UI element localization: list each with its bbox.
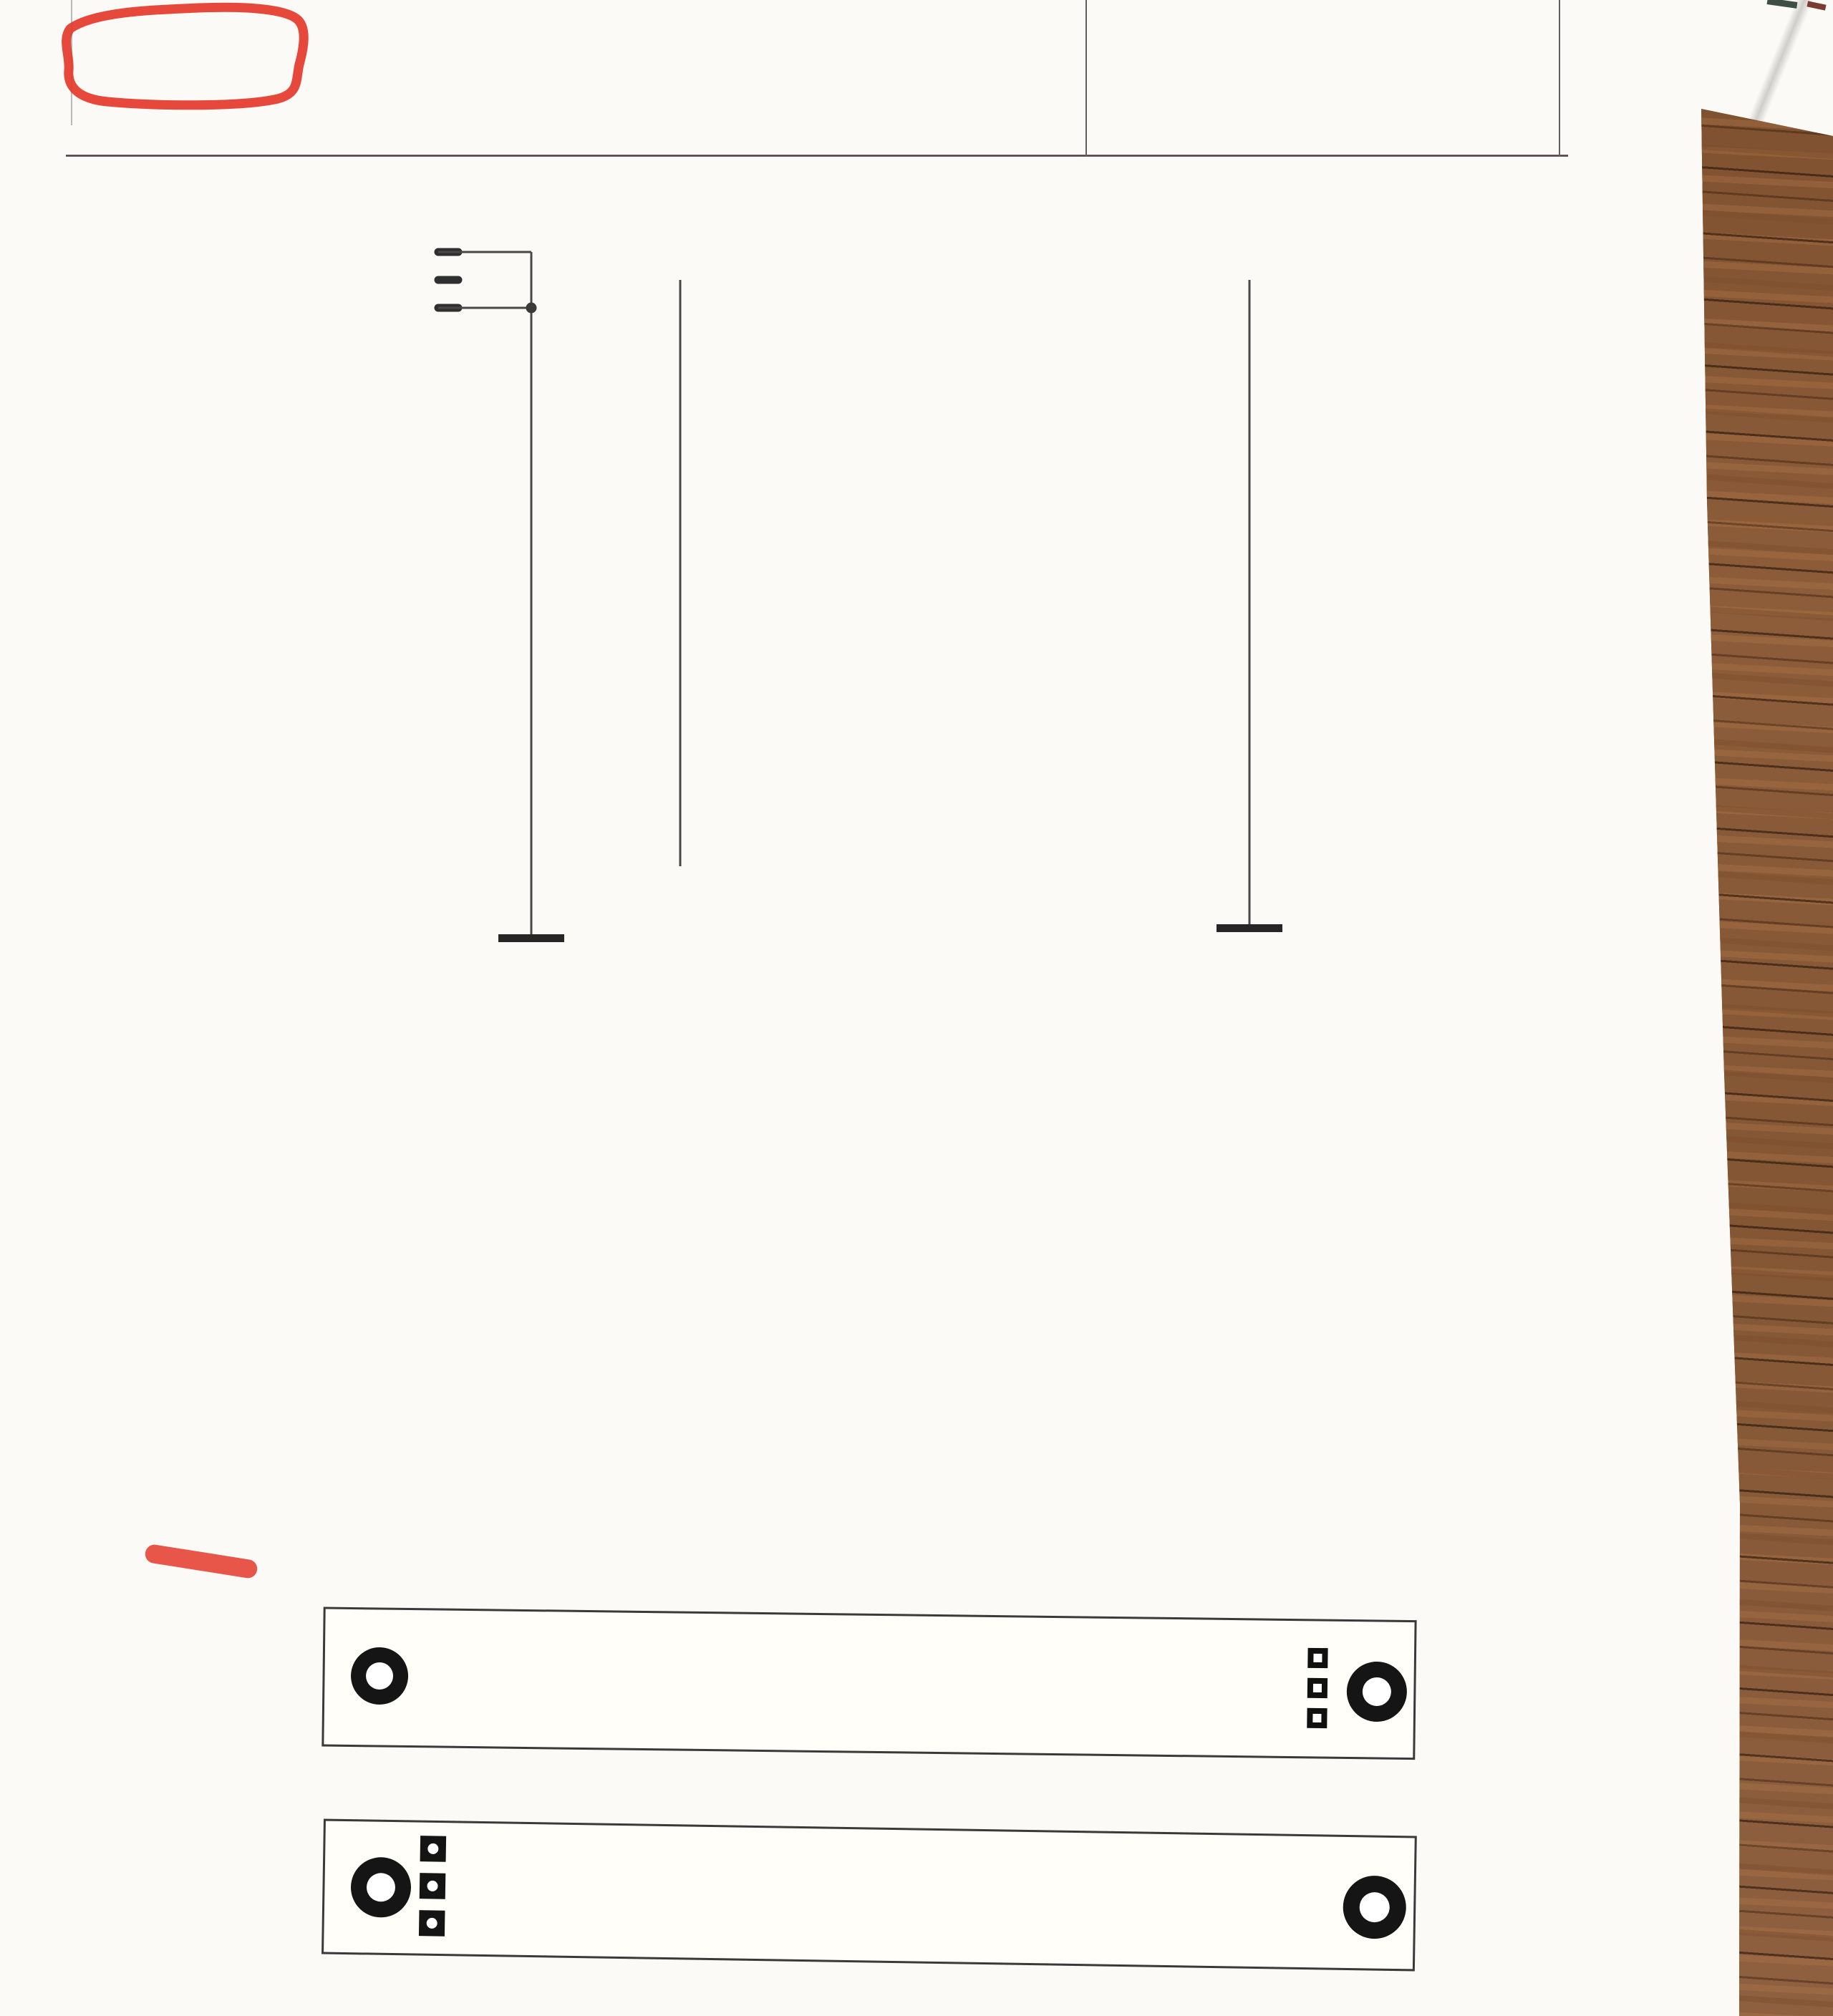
pcb-bottom-view xyxy=(321,1817,1418,1974)
header-divider xyxy=(1085,0,1087,156)
sv1-connector-pads xyxy=(419,1836,446,1937)
wood-desk-texture xyxy=(1687,0,1833,2016)
board-outline xyxy=(323,1608,1416,1759)
gnd-right xyxy=(1217,924,1282,932)
header-rule xyxy=(66,155,1568,157)
board-outline xyxy=(323,1820,1416,1970)
pcb-top-view xyxy=(321,1605,1418,1765)
gnd-left xyxy=(498,934,564,942)
red-marker-underline xyxy=(144,1544,258,1579)
sv1-connector-pads xyxy=(1307,1648,1327,1728)
header-right-border xyxy=(1559,0,1560,156)
connector-sv1 xyxy=(438,252,537,935)
red-marker-circle xyxy=(44,0,325,132)
